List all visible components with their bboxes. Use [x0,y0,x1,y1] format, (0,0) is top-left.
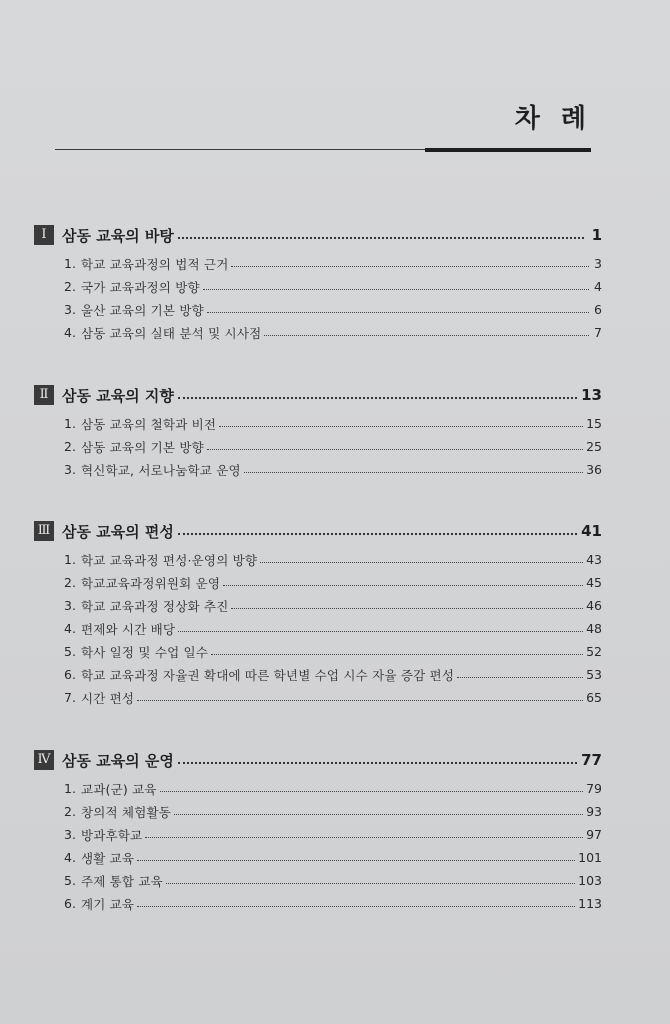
entry-page-number: 103 [578,873,602,888]
entry-page-number: 93 [586,804,602,819]
entry-title: 학사 일정 및 수업 일수 [80,644,209,660]
leader-dots [231,266,589,267]
entry-number: 6. [64,667,76,682]
chapter-3 [34,516,602,709]
entry-page-number: 65 [586,690,602,705]
chapter-number-badge: Ⅰ [34,225,54,245]
leader-dots [178,631,583,632]
entry-number: 5. [64,873,76,888]
entry-number: 2. [64,279,76,294]
leader-dots [211,654,583,655]
leader-dots [207,312,589,313]
leader-dots [178,762,577,764]
chapter-entries [34,548,602,709]
entry-title: 주제 통합 교육 [80,873,163,889]
entry-number: 1. [64,416,76,431]
entry-title: 방과후학교 [80,827,143,843]
entry-page-number: 25 [586,439,602,454]
leader-dots [264,335,589,336]
leader-dots [231,608,583,609]
entry-number: 7. [64,690,76,705]
chapter-entries [34,252,602,344]
chapter-1 [34,220,602,344]
entry-page-number: 15 [586,416,602,431]
chapter-number-badge: Ⅱ [34,385,54,405]
entry-page-number: 4 [594,279,602,294]
toc-entry [34,298,602,321]
entry-title: 교과(군) 교육 [80,781,157,797]
entry-number: 4. [64,850,76,865]
toc-entry [34,777,602,800]
entry-title: 삼동 교육의 기본 방향 [80,439,204,455]
entry-page-number: 97 [586,827,602,842]
entry-page-number: 48 [586,621,602,636]
leader-dots [223,585,583,586]
chapter-title: 삼동 교육의 편성 [62,522,174,541]
entry-page-number: 36 [586,462,602,477]
entry-number: 3. [64,827,76,842]
chapter-page-number: 77 [581,751,602,769]
leader-dots [160,791,583,792]
page-title: 차 례 [514,104,592,134]
toc-entry [34,823,602,846]
chapter-title: 삼동 교육의 바탕 [62,226,174,245]
chapter-entries [34,412,602,481]
toc-entry [34,617,602,640]
leader-dots [174,814,583,815]
entry-number: 3. [64,598,76,613]
toc-entry [34,548,602,571]
entry-page-number: 101 [578,850,602,865]
leader-dots [260,562,583,563]
entry-title: 창의적 체험활동 [80,804,172,820]
entry-title: 학교교육과정위원회 운영 [80,575,221,591]
chapter-heading [34,220,602,250]
entry-title: 학교 교육과정의 법적 근거 [80,256,229,272]
toc-entry [34,686,602,709]
entry-page-number: 52 [586,644,602,659]
chapter-number-badge: Ⅳ [34,750,54,770]
entry-page-number: 79 [586,781,602,796]
chapter-page-number: 1 [591,226,602,244]
toc-entry [34,869,602,892]
toc-entry [34,640,602,663]
chapter-title: 삼동 교육의 운영 [62,751,174,770]
entry-number: 1. [64,552,76,567]
entry-number: 1. [64,256,76,271]
leader-dots [166,883,575,884]
chapter-heading [34,516,602,546]
leader-dots [137,860,575,861]
leader-dots [137,700,583,701]
entry-number: 2. [64,439,76,454]
leader-dots [457,677,583,678]
entry-page-number: 3 [594,256,602,271]
entry-title: 학교 교육과정 정상화 추진 [80,598,229,614]
leader-dots [178,397,577,399]
chapter-2 [34,380,602,481]
entry-title: 계기 교육 [80,896,135,912]
entry-number: 4. [64,325,76,340]
entry-page-number: 7 [594,325,602,340]
toc-entry [34,275,602,298]
toc-entry [34,663,602,686]
toc-entry [34,800,602,823]
entry-number: 2. [64,804,76,819]
entry-title: 국가 교육과정의 방향 [80,279,200,295]
title-rule-thin [55,149,427,150]
toc-entry [34,594,602,617]
chapter-4 [34,745,602,915]
entry-page-number: 43 [586,552,602,567]
chapter-page-number: 41 [581,522,602,540]
entry-page-number: 45 [586,575,602,590]
toc-entry [34,252,602,275]
entry-number: 2. [64,575,76,590]
toc-entry [34,571,602,594]
entry-title: 편제와 시간 배당 [80,621,176,637]
entry-title: 학교 교육과정 자율권 확대에 따른 학년별 수업 시수 자율 증감 편성 [80,667,455,683]
entry-title: 삼동 교육의 철학과 비전 [80,416,217,432]
chapter-page-number: 13 [581,386,602,404]
entry-number: 3. [64,302,76,317]
chapter-title: 삼동 교육의 지향 [62,386,174,405]
leader-dots [178,237,584,239]
leader-dots [207,449,583,450]
table-of-contents [34,220,602,915]
chapter-heading [34,745,602,775]
leader-dots [219,426,583,427]
entry-page-number: 113 [578,896,602,911]
toc-entry [34,435,602,458]
title-rule-thick [425,148,591,152]
entry-title: 울산 교육의 기본 방향 [80,302,204,318]
leader-dots [145,837,583,838]
leader-dots [178,533,577,535]
chapter-number-badge: Ⅲ [34,521,54,541]
chapter-entries [34,777,602,915]
entry-page-number: 46 [586,598,602,613]
entry-title: 생활 교육 [80,850,135,866]
entry-title: 삼동 교육의 실태 분석 및 시사점 [80,325,262,341]
leader-dots [203,289,589,290]
entry-number: 1. [64,781,76,796]
entry-page-number: 53 [586,667,602,682]
toc-entry [34,321,602,344]
toc-entry [34,412,602,435]
entry-number: 4. [64,621,76,636]
leader-dots [244,472,583,473]
leader-dots [137,906,575,907]
entry-number: 6. [64,896,76,911]
entry-title: 시간 편성 [80,690,135,706]
entry-number: 5. [64,644,76,659]
entry-title: 혁신학교, 서로나눔학교 운영 [80,462,241,478]
toc-entry [34,846,602,869]
entry-title: 학교 교육과정 편성·운영의 방향 [80,552,258,568]
toc-entry [34,892,602,915]
entry-page-number: 6 [594,302,602,317]
entry-number: 3. [64,462,76,477]
chapter-heading [34,380,602,410]
toc-entry [34,458,602,481]
